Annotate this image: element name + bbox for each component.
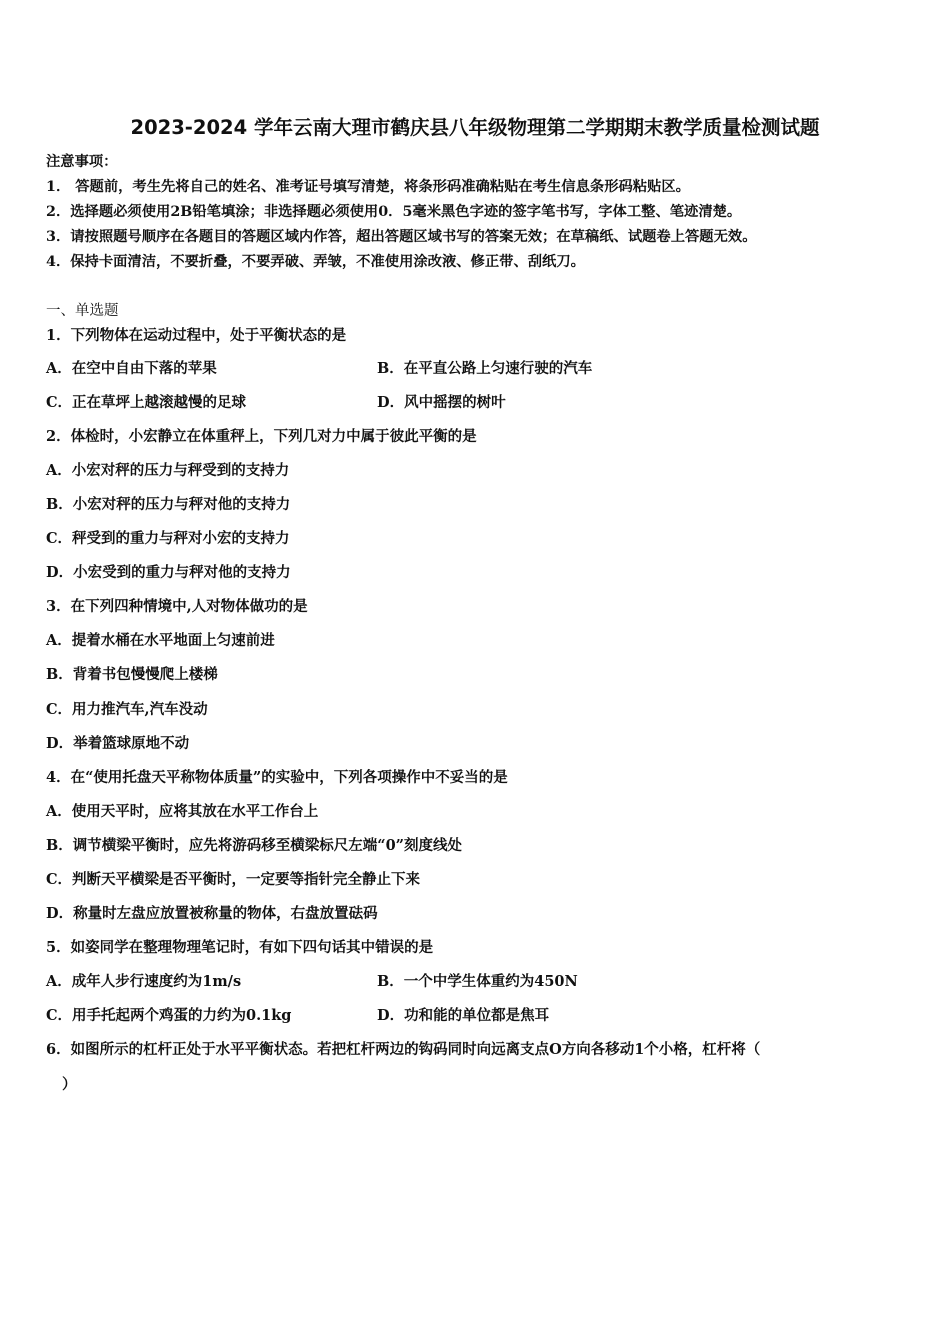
answer-option: A．成年人步行速度约为1m/s — [46, 973, 242, 990]
question-stem: 6．如图所示的杠杆正处于水平平衡状态。若把杠杆两边的钩码同时向远离支点O方向各移动1个小格，杠杆将（ — [46, 1041, 761, 1058]
answer-option: D．功和能的单位都是焦耳 — [377, 1007, 550, 1024]
answer-option: B．小宏对秤的压力与秤对他的支持力 — [46, 496, 291, 513]
answer-option: C．用力推汽车,汽车没动 — [46, 701, 208, 718]
answer-option: B．背着书包慢慢爬上楼梯 — [46, 666, 218, 683]
notice-heading: 注意事项： — [46, 154, 118, 170]
answer-option: A．提着水桶在水平地面上匀速前进 — [46, 632, 275, 649]
answer-option: A．在空中自由下落的苹果 — [46, 360, 217, 377]
answer-option: C．用手托起两个鸡蛋的力约为0.1kg — [46, 1007, 292, 1024]
page-title: 2023-2024 学年云南大理市鹤庆县八年级物理第二学期期末教学质量检测试题 — [130, 116, 820, 139]
notice-item: 1． 答题前，考生先将自己的姓名、准考证号填写清楚，将条形码准确粘贴在考生信息条形码粘贴区。 — [46, 179, 690, 195]
question-stem: 5．如姿同学在整理物理笔记时，有如下四句话其中错误的是 — [46, 939, 434, 956]
answer-option: C．秤受到的重力与秤对小宏的支持力 — [46, 530, 290, 547]
answer-option: A．小宏对秤的压力与秤受到的支持力 — [46, 462, 290, 479]
answer-option: D．称量时左盘应放置被称量的物体，右盘放置砝码 — [46, 905, 378, 922]
answer-option: B．一个中学生体重约为450N — [377, 973, 578, 990]
answer-option: B．在平直公路上匀速行驶的汽车 — [377, 360, 593, 377]
notice-item: 4．保持卡面清洁，不要折叠，不要弄破、弄皱，不准使用涂改液、修正带、刮纸刀。 — [46, 254, 585, 270]
answer-option: D．举着篮球原地不动 — [46, 735, 190, 752]
answer-option: A．使用天平时，应将其放在水平工作台上 — [46, 803, 319, 820]
question-stem: 3．在下列四种情境中,人对物体做功的是 — [46, 598, 308, 615]
answer-option: D．风中摇摆的树叶 — [377, 394, 506, 411]
notice-item: 3．请按照题号顺序在各题目的答题区域内作答，超出答题区域书写的答案无效；在草稿纸、试题卷上答题无效。 — [46, 229, 757, 245]
question-stem: 2．体检时，小宏静立在体重秤上，下列几对力中属于彼此平衡的是 — [46, 428, 477, 445]
answer-option: D．小宏受到的重力与秤对他的支持力 — [46, 564, 291, 581]
answer-option: B．调节横梁平衡时，应先将游码移至横梁标尺左端“0”刻度线处 — [46, 837, 463, 854]
question-stem: 4．在“使用托盘天平称物体质量”的实验中，下列各项操作中不妥当的是 — [46, 769, 508, 786]
section-heading: 一、单选题 — [46, 303, 119, 319]
answer-option: C．正在草坪上越滚越慢的足球 — [46, 394, 247, 411]
notice-item: 2．选择题必须使用2B铅笔填涂；非选择题必须使用0．5毫米黑色字迹的签字笔书写，字体工整、笔迹清楚。 — [46, 204, 742, 220]
question-stem: 1．下列物体在运动过程中，处于平衡状态的是 — [46, 327, 347, 344]
answer-option: C．判断天平横梁是否平衡时，一定要等指针完全静止下来 — [46, 871, 421, 888]
question-stem-continuation: ） — [62, 1076, 77, 1093]
